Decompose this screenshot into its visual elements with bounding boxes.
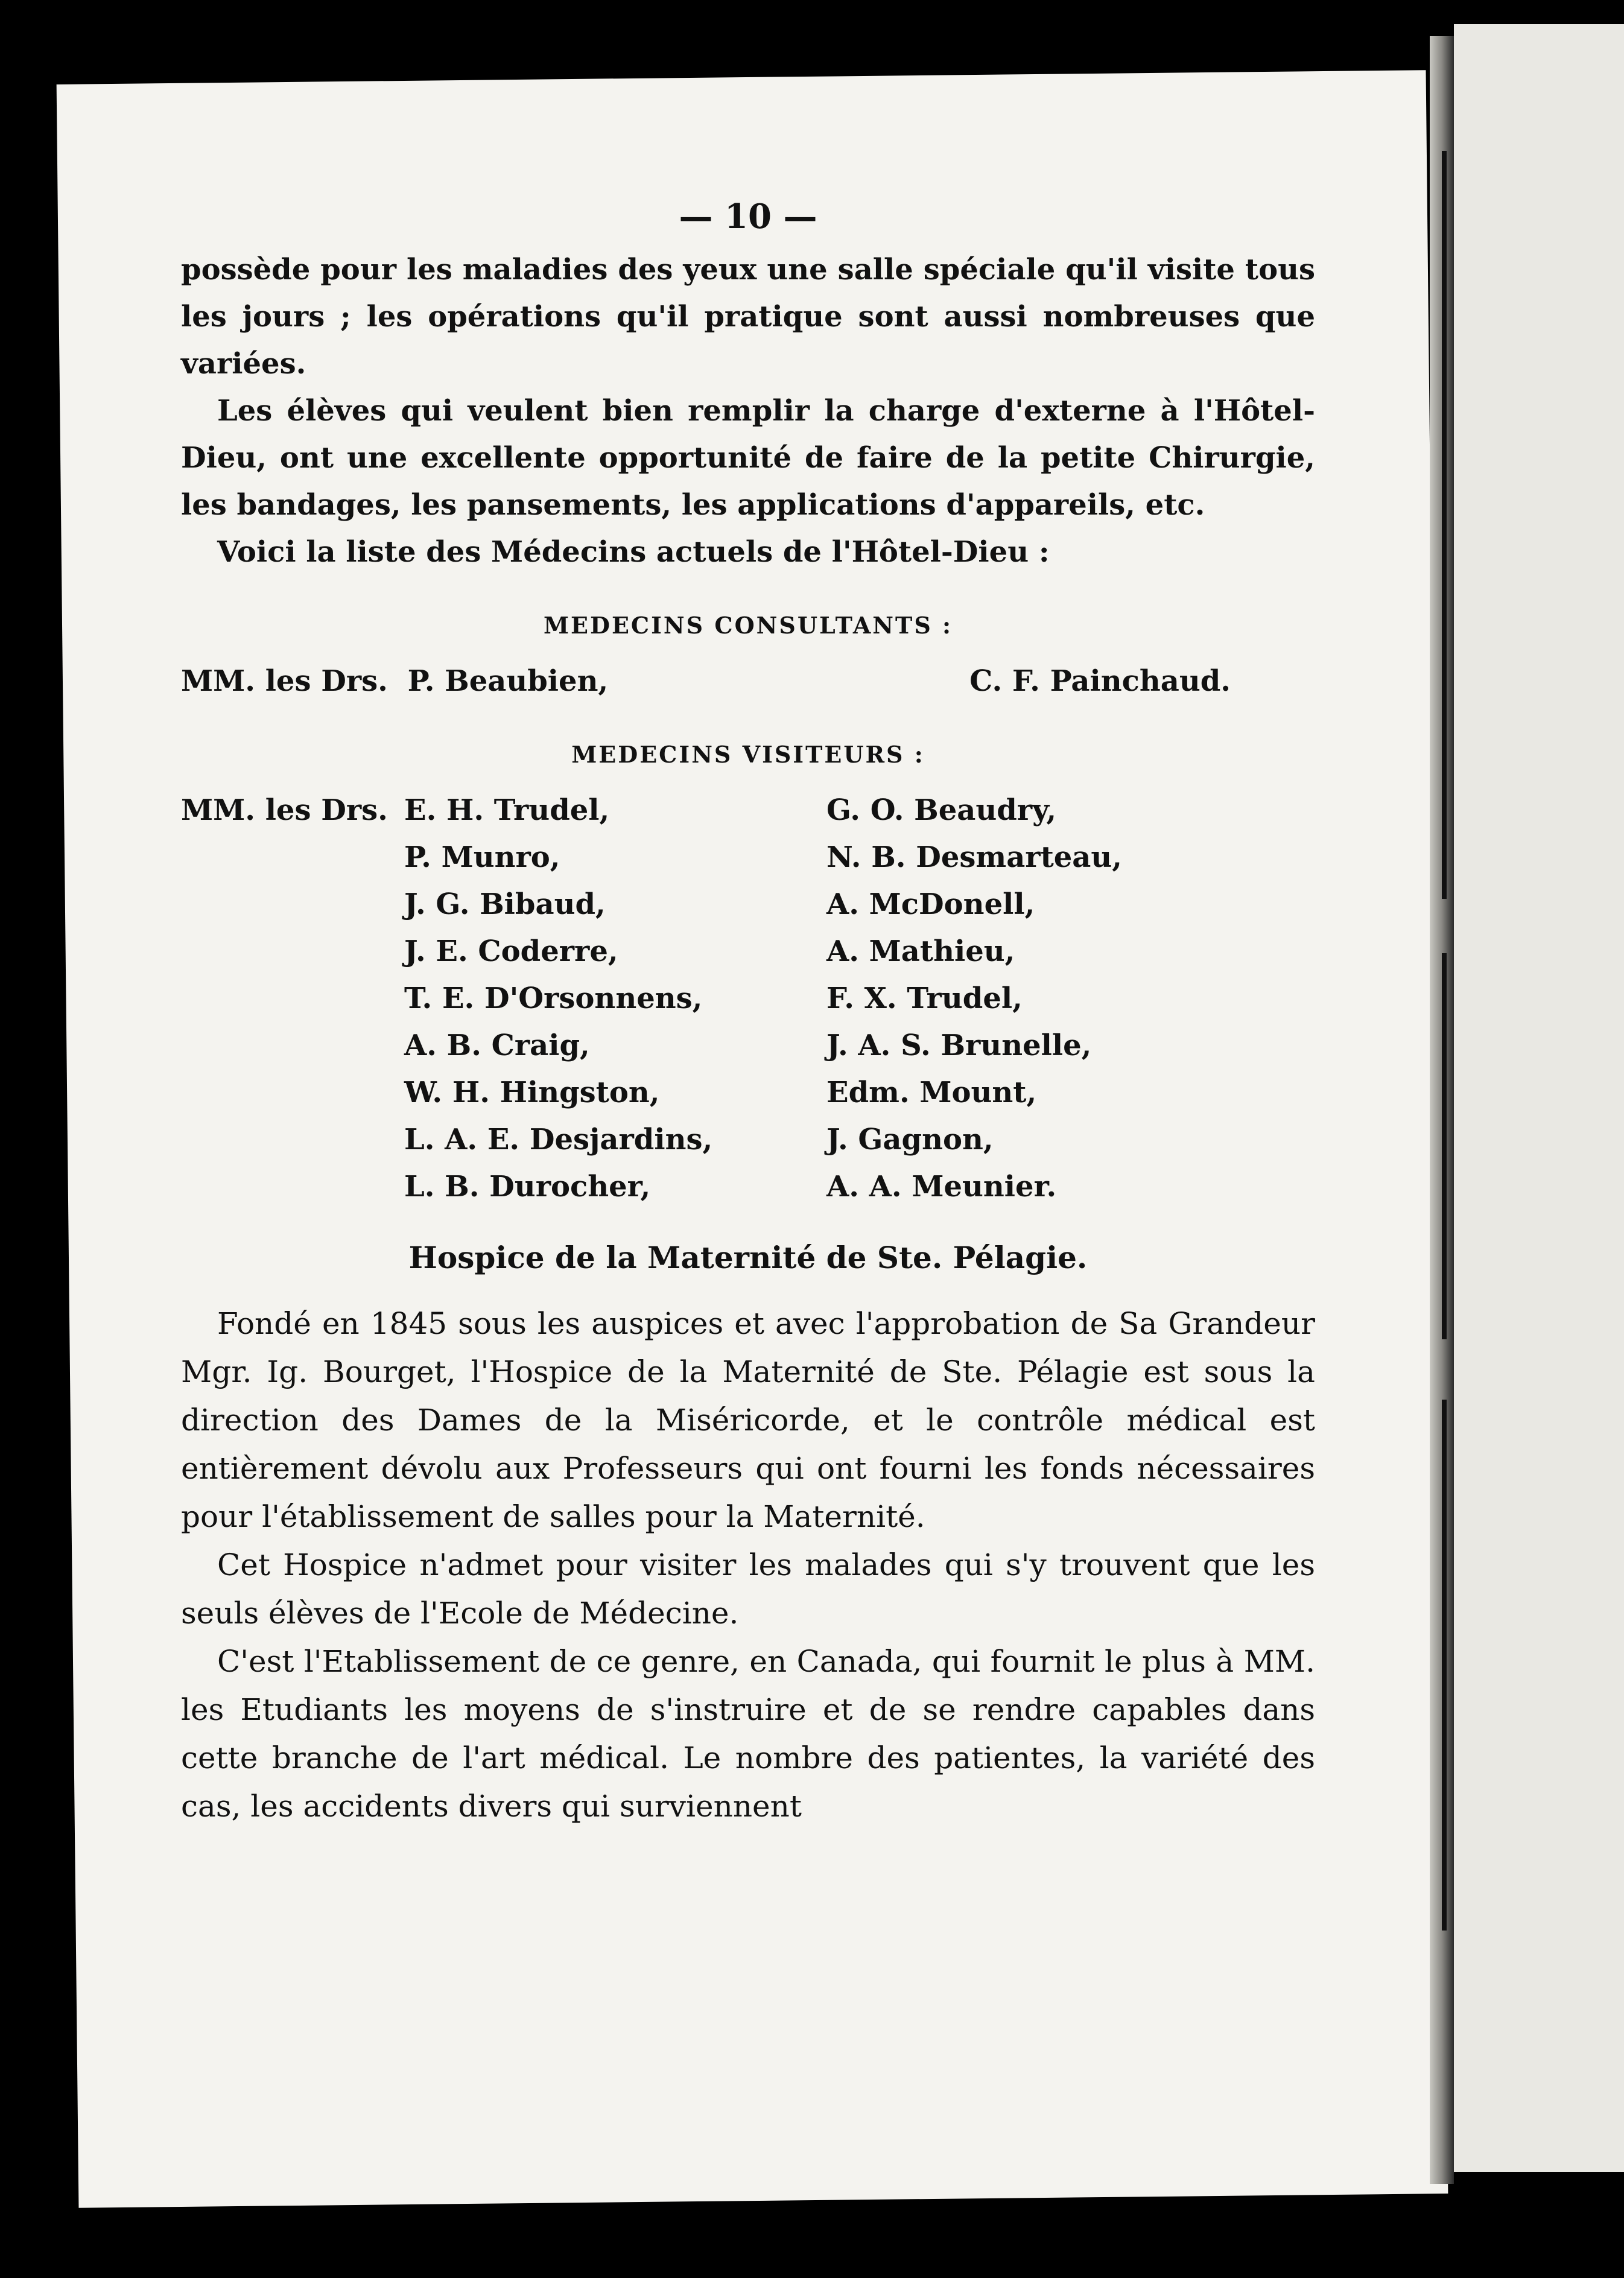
consultants-heading: MEDECINS CONSULTANTS : [543,612,953,639]
section-title: Hospice de la Maternité de Ste. Pélagie. [408,1240,1088,1275]
visitor-name: T. E. D'Orsonnens, [404,982,703,1015]
page-number: — 10 — [679,197,817,236]
visitor-name: A. B. Craig, [404,1029,590,1062]
intro-paragraph: Les élèves qui veulent bien remplir la charge d'externe à l'Hôtel-Dieu, ont une excellente opportunité de faire de la petite Chirurgie, les bandages, les pansements, les applications d'appareils, etc. [181,394,1315,522]
visitors-prefix: MM. les Drs. [181,793,388,827]
section-paragraph: Fondé en 1845 sous les auspices et avec l'approbation de Sa Grandeur Mgr. Ig. Bourget, l'Hospice de la Maternité de Ste. Pélagie est sous la direction des Dames de la Miséricorde, et le contrôle médical est entièrement dévolu aux Professeurs qui ont fourni les fonds nécessaires pour l'établissement de salles pour la Maternité. [181,1306,1315,1534]
visitor-name: J. A. S. Brunelle, [826,1029,1092,1062]
visitor-name: E. H. Trudel, [404,793,610,827]
visitor-name: J. Gagnon, [826,1123,994,1156]
visitor-name: J. G. Bibaud, [404,887,606,921]
visitor-name: A. Mathieu, [826,934,1015,968]
visitors-heading: MEDECINS VISITEURS : [571,741,925,768]
visitor-name: A. A. Meunier. [826,1170,1057,1204]
visitors-list [181,787,1315,1210]
binding-stitch [1442,151,1447,899]
section-body [181,1299,1315,1830]
visitor-name: Edm. Mount, [826,1076,1037,1109]
intro-paragraph: possède pour les maladies des yeux une salle spéciale qu'il visite tous les jours ; les opérations qu'il pratique sont aussi nombreuses que variées. [181,253,1315,381]
visitor-name: F. X. Trudel, [826,982,1023,1015]
visitor-name: A. McDonell, [826,887,1035,921]
visitors-column-left [404,787,826,1210]
section-paragraph: Cet Hospice n'admet pour visiter les malades qui s'y trouvent que les seuls élèves de l'Ecole de Médecine. [181,1547,1315,1631]
consultants-row [181,658,1315,705]
facing-page-edge [1454,24,1624,2172]
section-paragraph: C'est l'Etablissement de ce genre, en Canada, qui fournit le plus à MM. les Etudiants les moyens de s'instruire et de se rendre capables dans cette branche de l'art médical. Le nombre des patientes, la variété des cas, les accidents divers qui surviennent [181,1644,1315,1824]
visitor-name: L. B. Durocher, [404,1170,651,1204]
visitor-name: P. Munro, [404,840,560,874]
consultant-name: C. F. Painchaud. [969,664,1231,698]
consultants-prefix: MM. les Drs. P. Beaubien, [181,664,609,698]
visitor-name: L. A. E. Desjardins, [404,1123,713,1156]
binding-stitch [1442,1400,1447,1931]
binding-stitch [1442,953,1447,1339]
consultant-name: P. Beaubien, [407,664,609,698]
visitor-name: N. B. Desmarteau, [826,840,1123,874]
intro-paragraph: Voici la liste des Médecins actuels de l'Hôtel-Dieu : [217,535,1050,569]
page-content [181,193,1315,1830]
visitor-name: W. H. Hingston, [404,1076,660,1109]
visitor-name: G. O. Beaudry, [826,793,1057,827]
visitors-column-right [826,787,1315,1210]
visitor-name: J. E. Coderre, [404,934,618,968]
